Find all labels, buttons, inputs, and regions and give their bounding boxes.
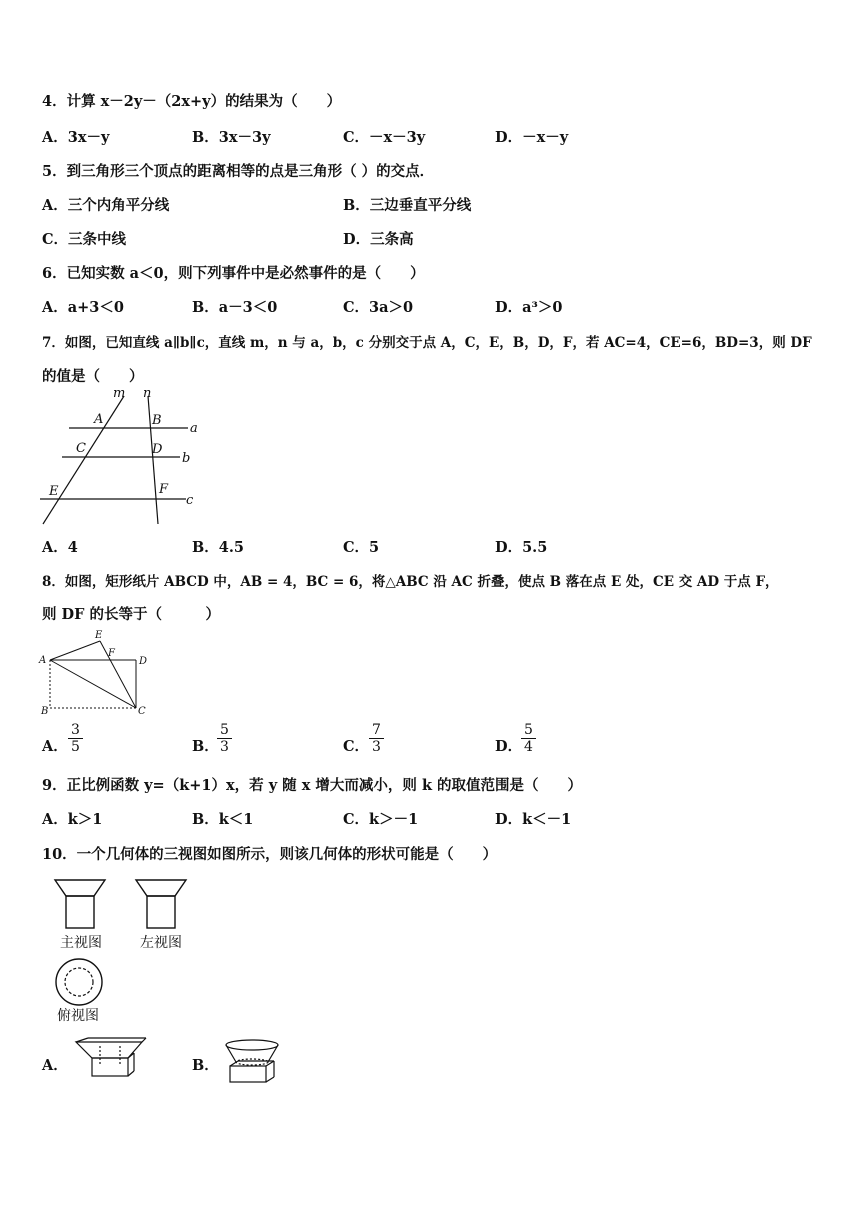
q8-option-d-label: D．: [495, 738, 523, 755]
q9-option-b: B．k＜1: [192, 811, 254, 828]
q6-option-a: A．a+3＜0: [42, 299, 124, 316]
top-view-figure: [53, 956, 105, 1008]
label-D: D: [139, 656, 148, 667]
label-A: A: [94, 412, 104, 427]
q5-option-d: D．三条高: [343, 231, 414, 248]
q4-option-d: D．－x－y: [495, 129, 569, 146]
q7-parallel-lines-figure: [36, 384, 206, 528]
q5-option-c: C．三条中线: [42, 231, 127, 248]
q10-option-b: B．: [192, 1057, 219, 1074]
q8-option-b-fraction: $\frac{5}{3}$: [217, 722, 232, 755]
side-view-caption: 左视图: [140, 935, 182, 951]
q4-option-b: B．3x－3y: [192, 129, 271, 146]
q5-option-b: B．三边垂直平分线: [343, 197, 472, 214]
label-m: m: [113, 386, 126, 401]
label-B: B: [41, 706, 49, 717]
label-a: a: [190, 421, 198, 436]
q7-stem-line1: 7．如图，已知直线 a∥b∥c，直线 m，n 与 a，b，c 分别交于点 A，C，E，B，D，F，若 AC=4，CE=6，BD=3，则 DF: [42, 335, 812, 351]
q4-stem: 4．计算 x－2y－（2x+y）的结果为（ ）: [42, 93, 342, 110]
label-E: E: [95, 630, 103, 641]
q8-option-c-label: C．: [343, 738, 370, 755]
label-C: C: [76, 441, 86, 456]
front-view-caption: 主视图: [60, 935, 102, 951]
q4-option-a: A．3x－y: [42, 129, 110, 146]
q8-stem-line1: 8．如图，矩形纸片 ABCD 中，AB = 4，BC = 6，将△ABC 沿 AC 折叠，使点 B 落在点 E 处，CE 交 AD 于点 F，: [42, 574, 779, 590]
side-view-figure: [133, 878, 189, 934]
q8-option-b-label: B．: [192, 738, 219, 755]
label-F: F: [108, 648, 115, 659]
q8-option-c-fraction: $\frac{7}{3}$: [369, 722, 384, 755]
q4-option-c: C．－x－3y: [343, 129, 426, 146]
q10-option-a-figure: [72, 1036, 152, 1084]
q9-option-c: C．k＞－1: [343, 811, 419, 828]
q9-option-a: A．k＞1: [42, 811, 103, 828]
label-A: A: [39, 655, 47, 666]
label-B: B: [152, 413, 162, 428]
label-c: c: [186, 493, 194, 508]
front-view-figure: [52, 878, 108, 934]
q10-option-b-figure: [222, 1036, 286, 1086]
label-n: n: [143, 386, 152, 401]
q5-stem: 5．到三角形三个顶点的距离相等的点是三角形（ ）的交点．: [42, 163, 435, 180]
q7-option-b: B．4.5: [192, 539, 244, 556]
label-b: b: [182, 451, 191, 466]
q6-option-c: C．3a＞0: [343, 299, 414, 316]
q6-option-d: D．a³＞0: [495, 299, 563, 316]
q9-option-d: D．k＜－1: [495, 811, 572, 828]
top-view-caption: 俯视图: [57, 1008, 99, 1024]
q5-option-a: A．三个内角平分线: [42, 197, 170, 214]
q7-stem-line2: 的值是（ ）: [42, 368, 144, 385]
q8-option-a-fraction: $\frac{3}{5}$: [68, 722, 83, 755]
line-m: [43, 396, 124, 524]
label-E: E: [49, 484, 59, 499]
label-F: F: [159, 482, 169, 497]
label-C: C: [138, 706, 146, 717]
q10-option-a: A．: [42, 1057, 68, 1074]
segment-AE: [50, 641, 100, 660]
q8-option-d-fraction: $\frac{5}{4}$: [521, 722, 536, 755]
q9-stem: 9．正比例函数 y=（k+1）x，若 y 随 x 增大而减小，则 k 的取值范围是（ ）: [42, 777, 583, 794]
q7-option-d: D．5.5: [495, 539, 548, 556]
q8-option-a-label: A．: [42, 738, 68, 755]
q7-option-a: A．4: [42, 539, 78, 556]
q6-option-b: B．a－3＜0: [192, 299, 278, 316]
q10-stem: 10．一个几何体的三视图如图所示，则该几何体的形状可能是（ ）: [42, 846, 498, 863]
q8-stem-line2: 则 DF 的长等于（ ）: [42, 606, 220, 623]
q6-stem: 6．已知实数 a＜0，则下列事件中是必然事件的是（ ）: [42, 265, 425, 282]
q8-rectangle-fold-figure: [36, 626, 156, 718]
q7-option-c: C．5: [343, 539, 380, 556]
label-D: D: [152, 442, 163, 457]
